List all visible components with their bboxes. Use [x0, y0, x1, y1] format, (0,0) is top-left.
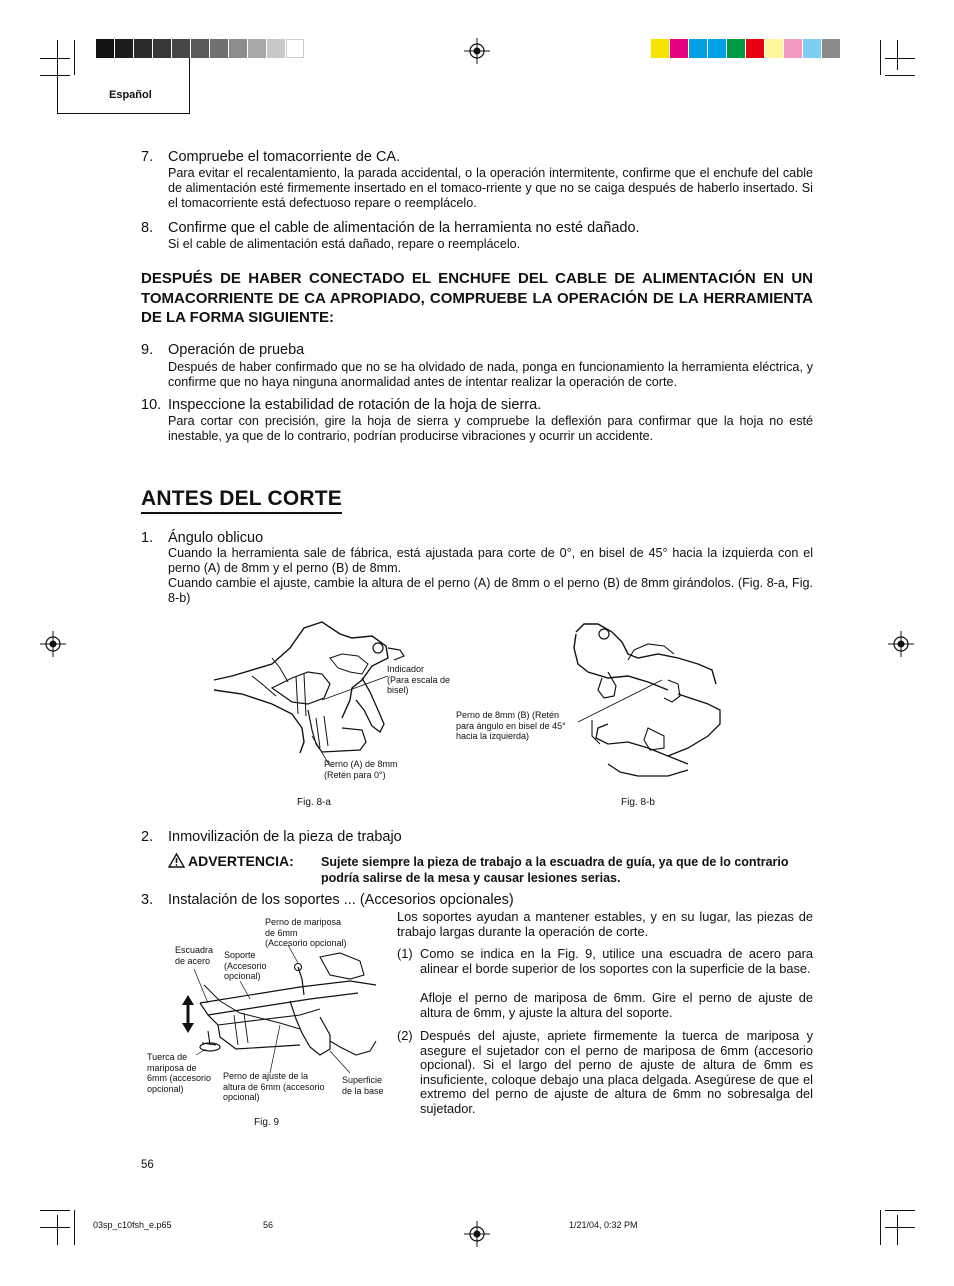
- supports-step-1: (1) Como se indica en la Fig. 9, utilice una escuadra de acero para alinear el borde superior de los soportes con la superficie de la base.: [397, 946, 813, 976]
- color-swatch: [746, 39, 764, 58]
- gray-swatch: [134, 39, 152, 58]
- item-10-body: Para cortar con precisión, gire la hoja de sierra y compruebe la deflexión para confirmar que la hoja no esté inestable, ya que de lo contrario, podrían producirse vibraciones y ocurrir un accidente.: [168, 414, 813, 444]
- item-8-title: 8. Confirme que el cable de alimentación de la herramienta no esté dañado.: [141, 220, 640, 236]
- fig-9-escuadra-label: Escuadra de acero: [175, 945, 214, 966]
- color-swatch: [651, 39, 669, 58]
- bevel-angle-title: 1. Ángulo oblicuo: [141, 530, 264, 546]
- footer-page: 56: [263, 1220, 274, 1230]
- item-7-title: 7. Compruebe el tomacorriente de CA.: [141, 149, 401, 165]
- fig-9-mariposa-label: Perno de mariposa de 6mm (Accesorio opcional): [265, 917, 347, 948]
- registration-mark-bottom-icon: [464, 1221, 490, 1247]
- color-swatch: [670, 39, 688, 58]
- gray-swatch: [96, 39, 114, 58]
- fig-9-caption: Fig. 9: [254, 1117, 280, 1128]
- gray-swatch: [210, 39, 228, 58]
- item-9-title: 9. Operación de prueba: [141, 342, 305, 358]
- color-swatch: [708, 39, 726, 58]
- warning-text: Sujete siempre la pieza de trabajo a la escuadra de guía, ya que de lo contrario podría salirse de la mesa y causar lesiones serias.: [321, 855, 789, 885]
- fig-8a-perno-a-label: Perno (A) de 8mm (Retén para 0°): [324, 759, 398, 780]
- item-7-body: Para evitar el recalentamiento, la parada accidental, o la operación intermitente, confirme que el enchufe del cable de alimentación esté firmemente insertado en el tomaco-rriente y que no se caiga después de haberlo insertado. Si el tomacorriente está defectuoso repare o reemplácelo.: [168, 166, 813, 211]
- gray-swatch: [115, 39, 133, 58]
- color-swatch: [765, 39, 783, 58]
- language-label: Español: [109, 89, 152, 101]
- color-swatch: [689, 39, 707, 58]
- language-tab: [57, 58, 190, 114]
- item-9-body: Después de haber confirmado que no se ha olvidado de nada, ponga en funcionamiento la herramienta eléctrica, y confirme que no haya ninguna anormalidad antes de intentar realizar la operación de corte.: [168, 360, 813, 390]
- fig-8a-caption: Fig. 8-a: [297, 797, 331, 808]
- operation-check-notice: DESPUÉS DE HABER CONECTADO EL ENCHUFE DEL CABLE DE ALIMENTACIÓN EN UN TOMACORRIENTE DE CA APROPIADO, COMPRUEBE LA OPERACIÓN DE LA HERRAMIENTA DE LA FORMA SIGUIENTE:: [141, 270, 813, 326]
- gray-swatch: [172, 39, 190, 58]
- gray-swatch: [248, 39, 266, 58]
- bevel-angle-body-1: Cuando la herramienta sale de fábrica, está ajustada para corte de 0°, en bisel de 45° hacia la izquierda con el perno (A) de 8mm y el perno (B) de 8mm.: [168, 546, 813, 576]
- gray-swatch: [153, 39, 171, 58]
- supports-title: 3. Instalación de los soportes ... (Accesorios opcionales): [141, 892, 514, 908]
- registration-mark-top-icon: [464, 38, 490, 64]
- color-swatch: [727, 39, 745, 58]
- color-swatch: [803, 39, 821, 58]
- gray-swatch: [286, 39, 304, 58]
- color-swatch: [822, 39, 840, 58]
- fig-8a-drawing: [212, 618, 412, 773]
- registration-mark-right-icon: [888, 631, 914, 657]
- color-swatch: [784, 39, 802, 58]
- supports-intro: Los soportes ayudan a mantener estables, y en su lugar, las piezas de trabajo largas durante la operación de corte.: [397, 909, 813, 939]
- fig-8b-caption: Fig. 8-b: [621, 797, 655, 808]
- fig-9-perno-ajuste-label: Perno de ajuste de la altura de 6mm (accesorio opcional): [223, 1071, 325, 1102]
- item-8-body: Si el cable de alimentación está dañado, repare o reemplácelo.: [168, 237, 521, 251]
- fig-9-soporte-label: Soporte (Accesorio opcional): [224, 950, 267, 981]
- page-number: 56: [141, 1159, 154, 1171]
- supports-step-2: (2) Después del ajuste, apriete firmemente la tuerca de mariposa y asegure el sujetador con el perno de mariposa de 6mm (accesorio opcional). Si el largo del perno de ajuste de altura de 6mm es insuficiente, coloque debajo una placa delgada. Asegúrese de que el extremo del perno de ajuste de altura de 6mm no sobresalga del sujetador.: [397, 1028, 813, 1116]
- fig-9-superficie-label: Superficie de la base: [342, 1075, 384, 1096]
- warning-label: ADVERTENCIA:: [188, 853, 294, 869]
- fig-9-tuerca-label: Tuerca de mariposa de 6mm (accesorio opcional): [147, 1052, 212, 1094]
- workpiece-title: 2. Inmovilización de la pieza de trabajo: [141, 829, 402, 845]
- bevel-angle-body-2: Cuando cambie el ajuste, cambie la altura de el perno (A) de 8mm o el perno (B) de 8mm girándolos. (Fig. 8-a, Fig. 8-b): [168, 576, 813, 606]
- item-10-title: 10. Inspeccione la estabilidad de rotación de la hoja de sierra.: [141, 397, 542, 413]
- gray-swatch: [267, 39, 285, 58]
- gray-swatch: [191, 39, 209, 58]
- section-title: ANTES DEL CORTE: [141, 487, 342, 514]
- footer-date: 1/21/04, 0:32 PM: [569, 1220, 638, 1230]
- fig-8b-perno-b-label: Perno de 8mm (B) (Retén para ángulo en bisel de 45° hacia la izquierda): [456, 710, 566, 741]
- footer-filename: 03sp_c10fsh_e.p65: [93, 1220, 172, 1230]
- supports-step-1b: Afloje el perno de mariposa de 6mm. Gire el perno de ajuste de altura de 6mm, y ajuste la altura del soporte.: [420, 990, 813, 1020]
- fig-8a-indicador-label: Indicador (Para escala de bisel): [387, 664, 451, 695]
- warning-triangle-icon: [168, 853, 185, 868]
- fig-8b-drawing: [568, 624, 728, 779]
- registration-mark-left-icon: [40, 631, 66, 657]
- gray-swatch: [229, 39, 247, 58]
